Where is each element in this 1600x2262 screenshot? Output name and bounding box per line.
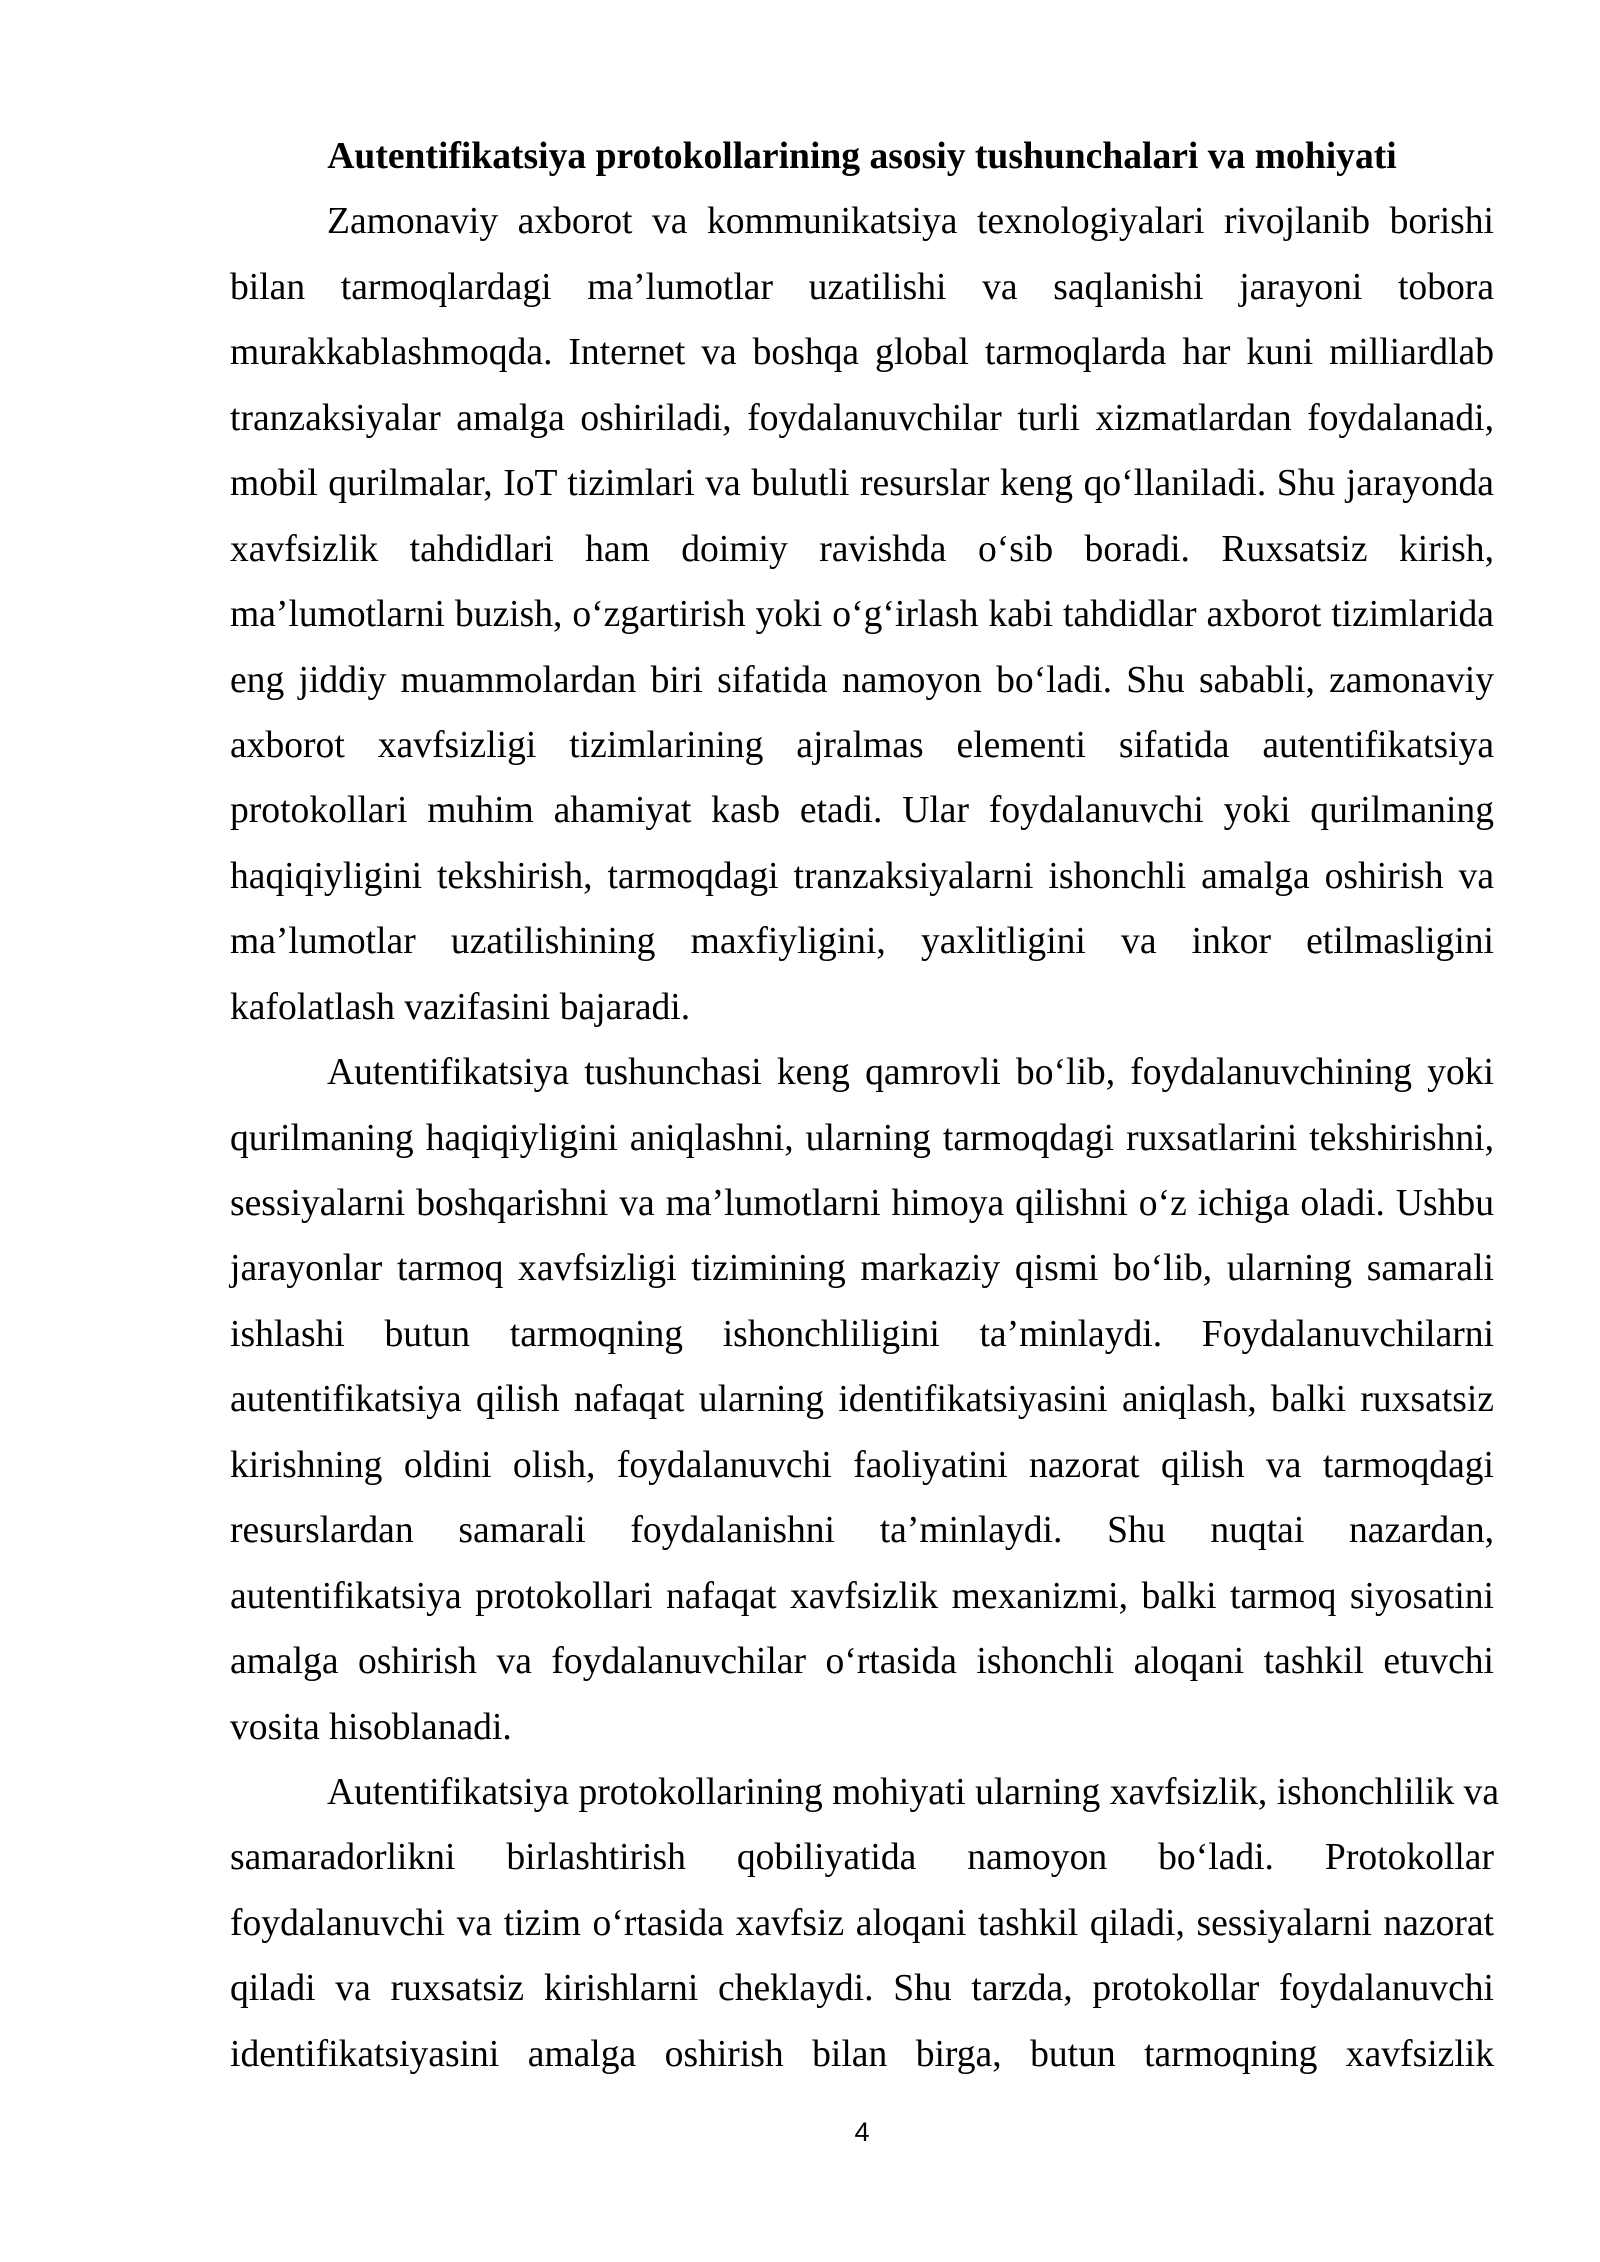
- paragraph: [230, 1760, 1500, 2087]
- paragraph-line: ma’lumotlar uzatilishining maxfiyligini, yaxlitligini va inkor etilmasligini: [230, 921, 1494, 963]
- paragraph-line: Autentifikatsiya tushunchasi keng qamrovli bo‘lib, foydalanuvchining yoki: [327, 1052, 1494, 1094]
- paragraph-line: autentifikatsiya qilish nafaqat ularning identifikatsiyasini aniqlash, balki ruxsatsiz: [230, 1379, 1494, 1421]
- paragraph-line: mobil qurilmalar, IoT tizimlari va bulutli resurslar keng qo‘llaniladi. Shu jarayonda: [230, 463, 1494, 505]
- paragraph-line: tranzaksiyalar amalga oshiriladi, foydalanuvchilar turli xizmatlardan foydalanadi,: [230, 397, 1494, 439]
- paragraph-line: bilan tarmoqlardagi ma’lumotlar uzatilishi va saqlanishi jarayoni tobora: [230, 266, 1494, 308]
- paragraph-line: xavfsizlik tahdidlari ham doimiy ravishda o‘sib boradi. Ruxsatsiz kirish,: [230, 528, 1494, 570]
- paragraph-line: amalga oshirish va foydalanuvchilar o‘rtasida ishonchli aloqani tashkil etuvchi: [230, 1641, 1494, 1683]
- paragraph-line: vosita hisoblanadi.: [230, 1706, 512, 1748]
- paragraph-line: resurslardan samarali foydalanishni ta’minlaydi. Shu nuqtai nazardan,: [230, 1510, 1494, 1552]
- paragraph-line: qiladi va ruxsatsiz kirishlarni cheklaydi. Shu tarzda, protokollar foydalanuvchi: [230, 1968, 1494, 2010]
- paragraph-line: foydalanuvchi va tizim o‘rtasida xavfsiz aloqani tashkil qiladi, sessiyalarni nazorat: [230, 1902, 1494, 1944]
- paragraph-line: ma’lumotlarni buzish, o‘zgartirish yoki o‘g‘irlash kabi tahdidlar axborot tizimlarida: [230, 594, 1494, 636]
- paragraph-line: Autentifikatsiya protokollarining mohiyati ularning xavfsizlik, ishonchlilik va: [327, 1771, 1500, 1813]
- paragraph-line: murakkablashmoqda. Internet va boshqa global tarmoqlarda har kuni milliardlab: [230, 332, 1494, 374]
- paragraph-line: protokollari muhim ahamiyat kasb etadi. Ular foydalanuvchi yoki qurilmaning: [230, 790, 1494, 832]
- page-body: [230, 124, 1500, 2087]
- paragraph-line: sessiyalarni boshqarishni va ma’lumotlarni himoya qilishni o‘z ichiga oladi. Ushbu: [230, 1183, 1494, 1224]
- paragraph-line: samaradorlikni birlashtirish qobiliyatida namoyon bo‘ladi. Protokollar: [230, 1837, 1494, 1879]
- paragraph-line: eng jiddiy muammolardan biri sifatida namoyon bo‘ladi. Shu sababli, zamonaviy: [230, 659, 1494, 701]
- paragraph: [230, 189, 1494, 1040]
- paragraph-line: jarayonlar tarmoq xavfsizligi tizimining markaziy qismi bo‘lib, ularning samarali: [230, 1248, 1494, 1290]
- paragraph-line: kirishning oldini olish, foydalanuvchi faoliyatini nazorat qilish va tarmoqdagi: [230, 1444, 1494, 1486]
- paragraph-line: haqiqiyligini tekshirish, tarmoqdagi tranzaksiyalarni ishonchli amalga oshirish va: [230, 855, 1494, 897]
- paragraph-line: identifikatsiyasini amalga oshirish bilan birga, butun tarmoqning xavfsizlik: [230, 2033, 1494, 2075]
- paragraph-line: Zamonaviy axborot va kommunikatsiya texnologiyalari rivojlanib borishi: [327, 201, 1494, 243]
- paragraph-line: qurilmaning haqiqiyligini aniqlashni, ularning tarmoqdagi ruxsatlarini tekshirishni,: [230, 1117, 1494, 1159]
- paragraph: [230, 1040, 1494, 1760]
- section-heading: Autentifikatsiya protokollarining asosiy tushunchalari va mohiyati: [327, 136, 1397, 177]
- paragraph-line: axborot xavfsizligi tizimlarining ajralmas elementi sifatida autentifikatsiya: [230, 724, 1494, 766]
- paragraph-line: kafolatlash vazifasini bajaradi.: [230, 986, 691, 1028]
- paragraph-line: autentifikatsiya protokollari nafaqat xavfsizlik mexanizmi, balki tarmoq siyosatini: [230, 1575, 1494, 1617]
- paragraph-line: ishlashi butun tarmoqning ishonchliligini ta’minlaydi. Foydalanuvchilarni: [230, 1313, 1494, 1355]
- page-number: 4: [854, 2117, 870, 2147]
